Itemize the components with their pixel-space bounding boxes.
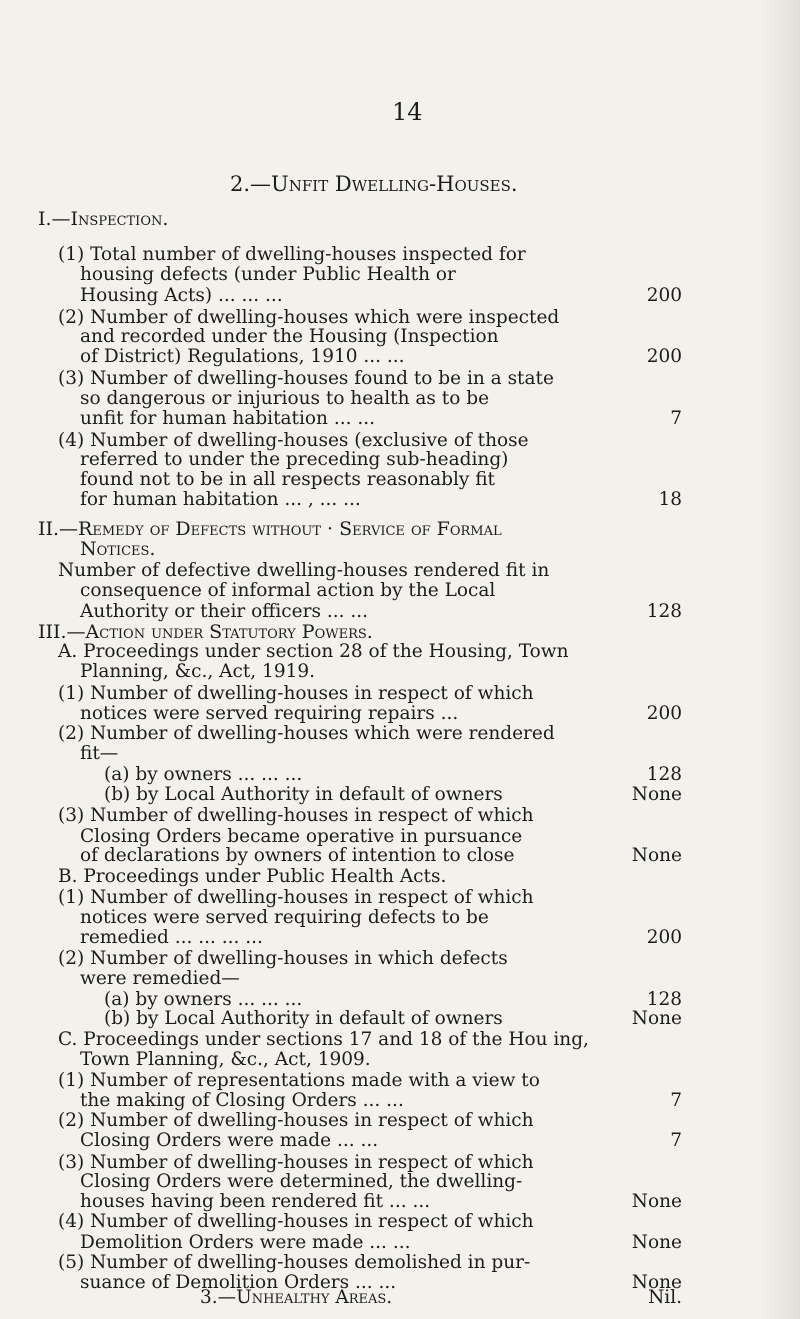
line-text: referred to under the preceding sub-heading)	[80, 449, 509, 471]
line-text: Housing Acts) ... ... ...	[80, 284, 283, 306]
line-value: None	[631, 784, 682, 806]
line-text: (b) by Local Authority in default of owners	[104, 784, 503, 806]
line-value: 7	[670, 407, 682, 429]
line-text: found not to be in all respects reasonably fit	[80, 469, 495, 491]
line-value: 200	[646, 702, 682, 724]
line-text: (4) Number of dwelling-houses (exclusive of those	[58, 429, 529, 451]
line-text: (1) Number of representations made with a view to	[58, 1069, 540, 1091]
line-text: (2) Number of dwelling-houses in which defects	[58, 947, 508, 969]
footer-row	[0, 1285, 800, 1310]
line-text: (2) Number of dwelling-houses which were inspected	[58, 306, 560, 328]
line-value: 200	[646, 284, 682, 306]
line-text: (1) Total number of dwelling-houses inspected for	[58, 243, 526, 265]
line-text: were remedied—	[80, 967, 240, 989]
line-value: 200	[646, 346, 682, 368]
line-text: notices were served requiring defects to be	[80, 907, 489, 929]
page-edge-shadow	[760, 0, 800, 1319]
line-text: Planning, &c., Act, 1919.	[80, 661, 316, 683]
line-text: I.—Inspection.	[38, 208, 169, 230]
line-text: Town Planning, &c., Act, 1909.	[80, 1048, 371, 1070]
line-text: Authority or their officers ... ...	[80, 600, 368, 622]
line-value: 18	[658, 489, 682, 511]
line-text: and recorded under the Housing (Inspection	[80, 326, 499, 348]
line-text: Demolition Orders were made ... ...	[80, 1231, 411, 1253]
line-value: 128	[646, 600, 682, 622]
line-text: (5) Number of dwelling-houses demolished in pur-	[58, 1251, 531, 1273]
line-value: None	[631, 1231, 682, 1253]
line-text: (2) Number of dwelling-houses in respect of which	[58, 1110, 534, 1132]
line-value: None	[631, 844, 682, 866]
line-text: of District) Regulations, 1910 ... ...	[80, 346, 405, 368]
line-text: (3) Number of dwelling-houses in respect of which	[58, 805, 534, 827]
page-number: 14	[392, 98, 423, 126]
line-text: (4) Number of dwelling-houses in respect of which	[58, 1211, 534, 1233]
line-text: Number of defective dwelling-houses rendered fit in	[58, 560, 550, 582]
line-text: (a) by owners ... ... ...	[104, 764, 303, 786]
line-text: housing defects (under Public Health or	[80, 263, 456, 285]
line-value: 7	[670, 1130, 682, 1152]
footer-label: 3.—Unhealthy Areas.	[200, 1287, 393, 1308]
line-value: 128	[646, 988, 682, 1010]
line-text: for human habitation ... , ... ...	[80, 489, 361, 511]
line-text: Notices.	[80, 538, 156, 561]
line-text: (3) Number of dwelling-houses in respect of which	[58, 1151, 534, 1173]
line-text: Closing Orders were made ... ...	[80, 1130, 379, 1152]
line-text: III.—Action under Statutory Powers.	[38, 620, 373, 643]
line-text: II.—Remedy of Defects without · Service of Formal	[38, 517, 502, 540]
line-text: the making of Closing Orders ... ...	[80, 1090, 404, 1112]
line-text: C. Proceedings under sections 17 and 18 of the Hou ing,	[58, 1028, 589, 1050]
line-text: houses having been rendered fit ... ...	[80, 1191, 431, 1213]
line-text: B. Proceedings under Public Health Acts.	[58, 866, 447, 887]
line-text: (1) Number of dwelling-houses in respect of which	[58, 683, 534, 705]
section-title: 2.—Unfit Dwelling-Houses.	[230, 172, 518, 196]
line-value: None	[631, 1191, 682, 1213]
line-value: 200	[646, 927, 682, 949]
line-text: remedied ... ... ... ...	[80, 927, 263, 949]
footer-value: Nil.	[648, 1287, 682, 1308]
report-line	[0, 487, 800, 512]
line-text: consequence of informal action by the Local	[80, 580, 496, 602]
line-text: Closing Orders were determined, the dwelling-	[80, 1170, 523, 1192]
line-value: 7	[670, 1090, 682, 1112]
line-text: fit—	[80, 743, 119, 765]
line-value: None	[631, 1008, 682, 1030]
line-text: (1) Number of dwelling-houses in respect of which	[58, 887, 534, 909]
line-text: notices were served requiring repairs ...	[80, 702, 459, 724]
line-value: 128	[646, 764, 682, 786]
line-text: Closing Orders became operative in pursuance	[80, 825, 523, 847]
line-text: suance of Demolition Orders ... ...	[80, 1272, 397, 1293]
line-value: None	[631, 1272, 682, 1293]
line-text: (b) by Local Authority in default of owners	[104, 1008, 503, 1030]
line-text: (a) by owners ... ... ...	[104, 988, 303, 1010]
line-text: (2) Number of dwelling-houses which were rendered	[58, 722, 555, 744]
line-text: so dangerous or injurious to health as to be	[80, 387, 490, 409]
line-text: A. Proceedings under section 28 of the Housing, Town	[58, 641, 569, 663]
report-line	[0, 207, 800, 232]
line-text: unfit for human habitation ... ...	[80, 407, 376, 429]
line-text: (3) Number of dwelling-houses found to be in a state	[58, 368, 554, 390]
line-text: of declarations by owners of intention to close	[80, 844, 515, 866]
